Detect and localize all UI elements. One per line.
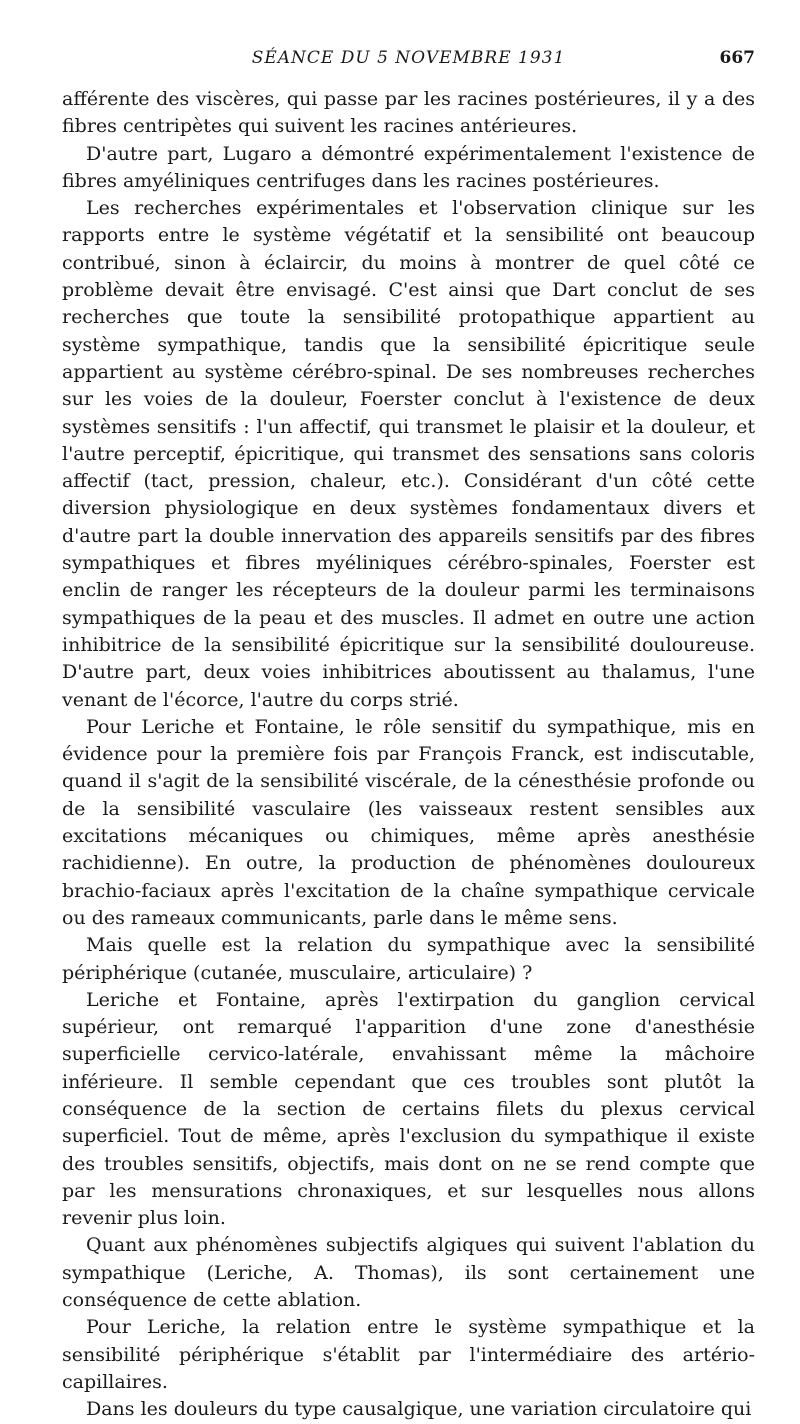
- paragraph: Dans les douleurs du type causalgique, une variation circulatoire qui: [86, 1398, 752, 1421]
- page-header: [62, 48, 755, 78]
- paragraph: D'autre part, Lugaro a démontré expérimentalement l'existence de fibres amyéliniques centrifuges dans les racines postérieures.: [62, 142, 755, 192]
- paragraph: Mais quelle est la relation du sympathique avec la sensibilité périphérique (cutanée, musculaire, articulaire) ?: [62, 934, 755, 984]
- paragraph: afférente des viscères, qui passe par les racines postérieures, il y a des fibres centripètes qui suivent les racines antérieures.: [62, 88, 755, 138]
- body-text: [62, 86, 755, 1424]
- paragraph: Pour Leriche, la relation entre le système sympathique et la sensibilité périphérique s'établit par l'intermédiaire des artério-capillaires.: [62, 1316, 755, 1393]
- page-number: 667: [719, 48, 755, 68]
- paragraph: Quant aux phénomènes subjectifs algiques qui suivent l'ablation du sympathique (Leriche, A. Thomas), ils sont certainement une conséquence de cette ablation.: [62, 1234, 755, 1312]
- paragraph: Les recherches expérimentales et l'observation clinique sur les rapports entre le système végétatif et la sensibilité ont beaucoup contribué, sinon à éclaircir, du moins à montrer de quel côté ce problème devait être envisagé. C'est ainsi que Dart conclut de ses recherches que toute la sensibilité protopathique appartient au système sympathique, tandis que la sensibilité épicritique seule appartient au système cérébro-spinal. De ses nombreuses recherches sur les voies de la douleur, Foerster conclut à l'existence de deux systèmes sensitifs : l'un affectif, qui transmet le plaisir et la douleur, et l'autre perceptif, épicritique, qui transmet des sensations sans coloris affectif (tact, pression, chaleur, etc.). Considérant d'un côté cette diversion physiologique en deux systèmes fondamentaux divers et d'autre part la double innervation des appareils sensitifs par des fibres sympathiques et fibres myéliniques cérébro-spinales, Foerster est enclin de ranger les récepteurs de la douleur parmi les terminaisons sympathiques de la peau et des muscles. Il admet en outre une action inhibitrice de la sensibilité épicritique sur la sensibilité douloureuse. D'autre part, deux voies inhibitrices aboutissent au thalamus, l'une venant de l'écorce, l'autre du corps strié.: [62, 197, 755, 711]
- running-title: SÉANCE DU 5 NOVEMBRE 1931: [251, 48, 566, 68]
- paragraph: Leriche et Fontaine, après l'extirpation du ganglion cervical supérieur, ont remarqué l'apparition d'une zone d'anesthésie superficielle cervico-latérale, envahissant même la mâchoire inférieure. Il semble cependant que ces troubles sont plutôt la conséquence de la section de certains filets du plexus cervical superficiel. Tout de même, après l'exclusion du sympathique il existe des troubles sensitifs, objectifs, mais dont on ne se rend compte que par les mensurations chronaxiques, et sur lesquelles nous allons revenir plus loin.: [62, 988, 755, 1230]
- paragraph: Pour Leriche et Fontaine, le rôle sensitif du sympathique, mis en évidence pour la première fois par François Franck, est indiscutable, quand il s'agit de la sensibilité viscérale, de la cénesthésie profonde ou de la sensibilité vasculaire (les vaisseaux restent sensibles aux excitations mécaniques ou chimiques, même après anesthésie rachidienne). En outre, la production de phénomènes douloureux brachio-faciaux après l'excitation de la chaîne sympathique cervicale ou des rameaux communicants, parle dans le même sens.: [62, 715, 755, 929]
